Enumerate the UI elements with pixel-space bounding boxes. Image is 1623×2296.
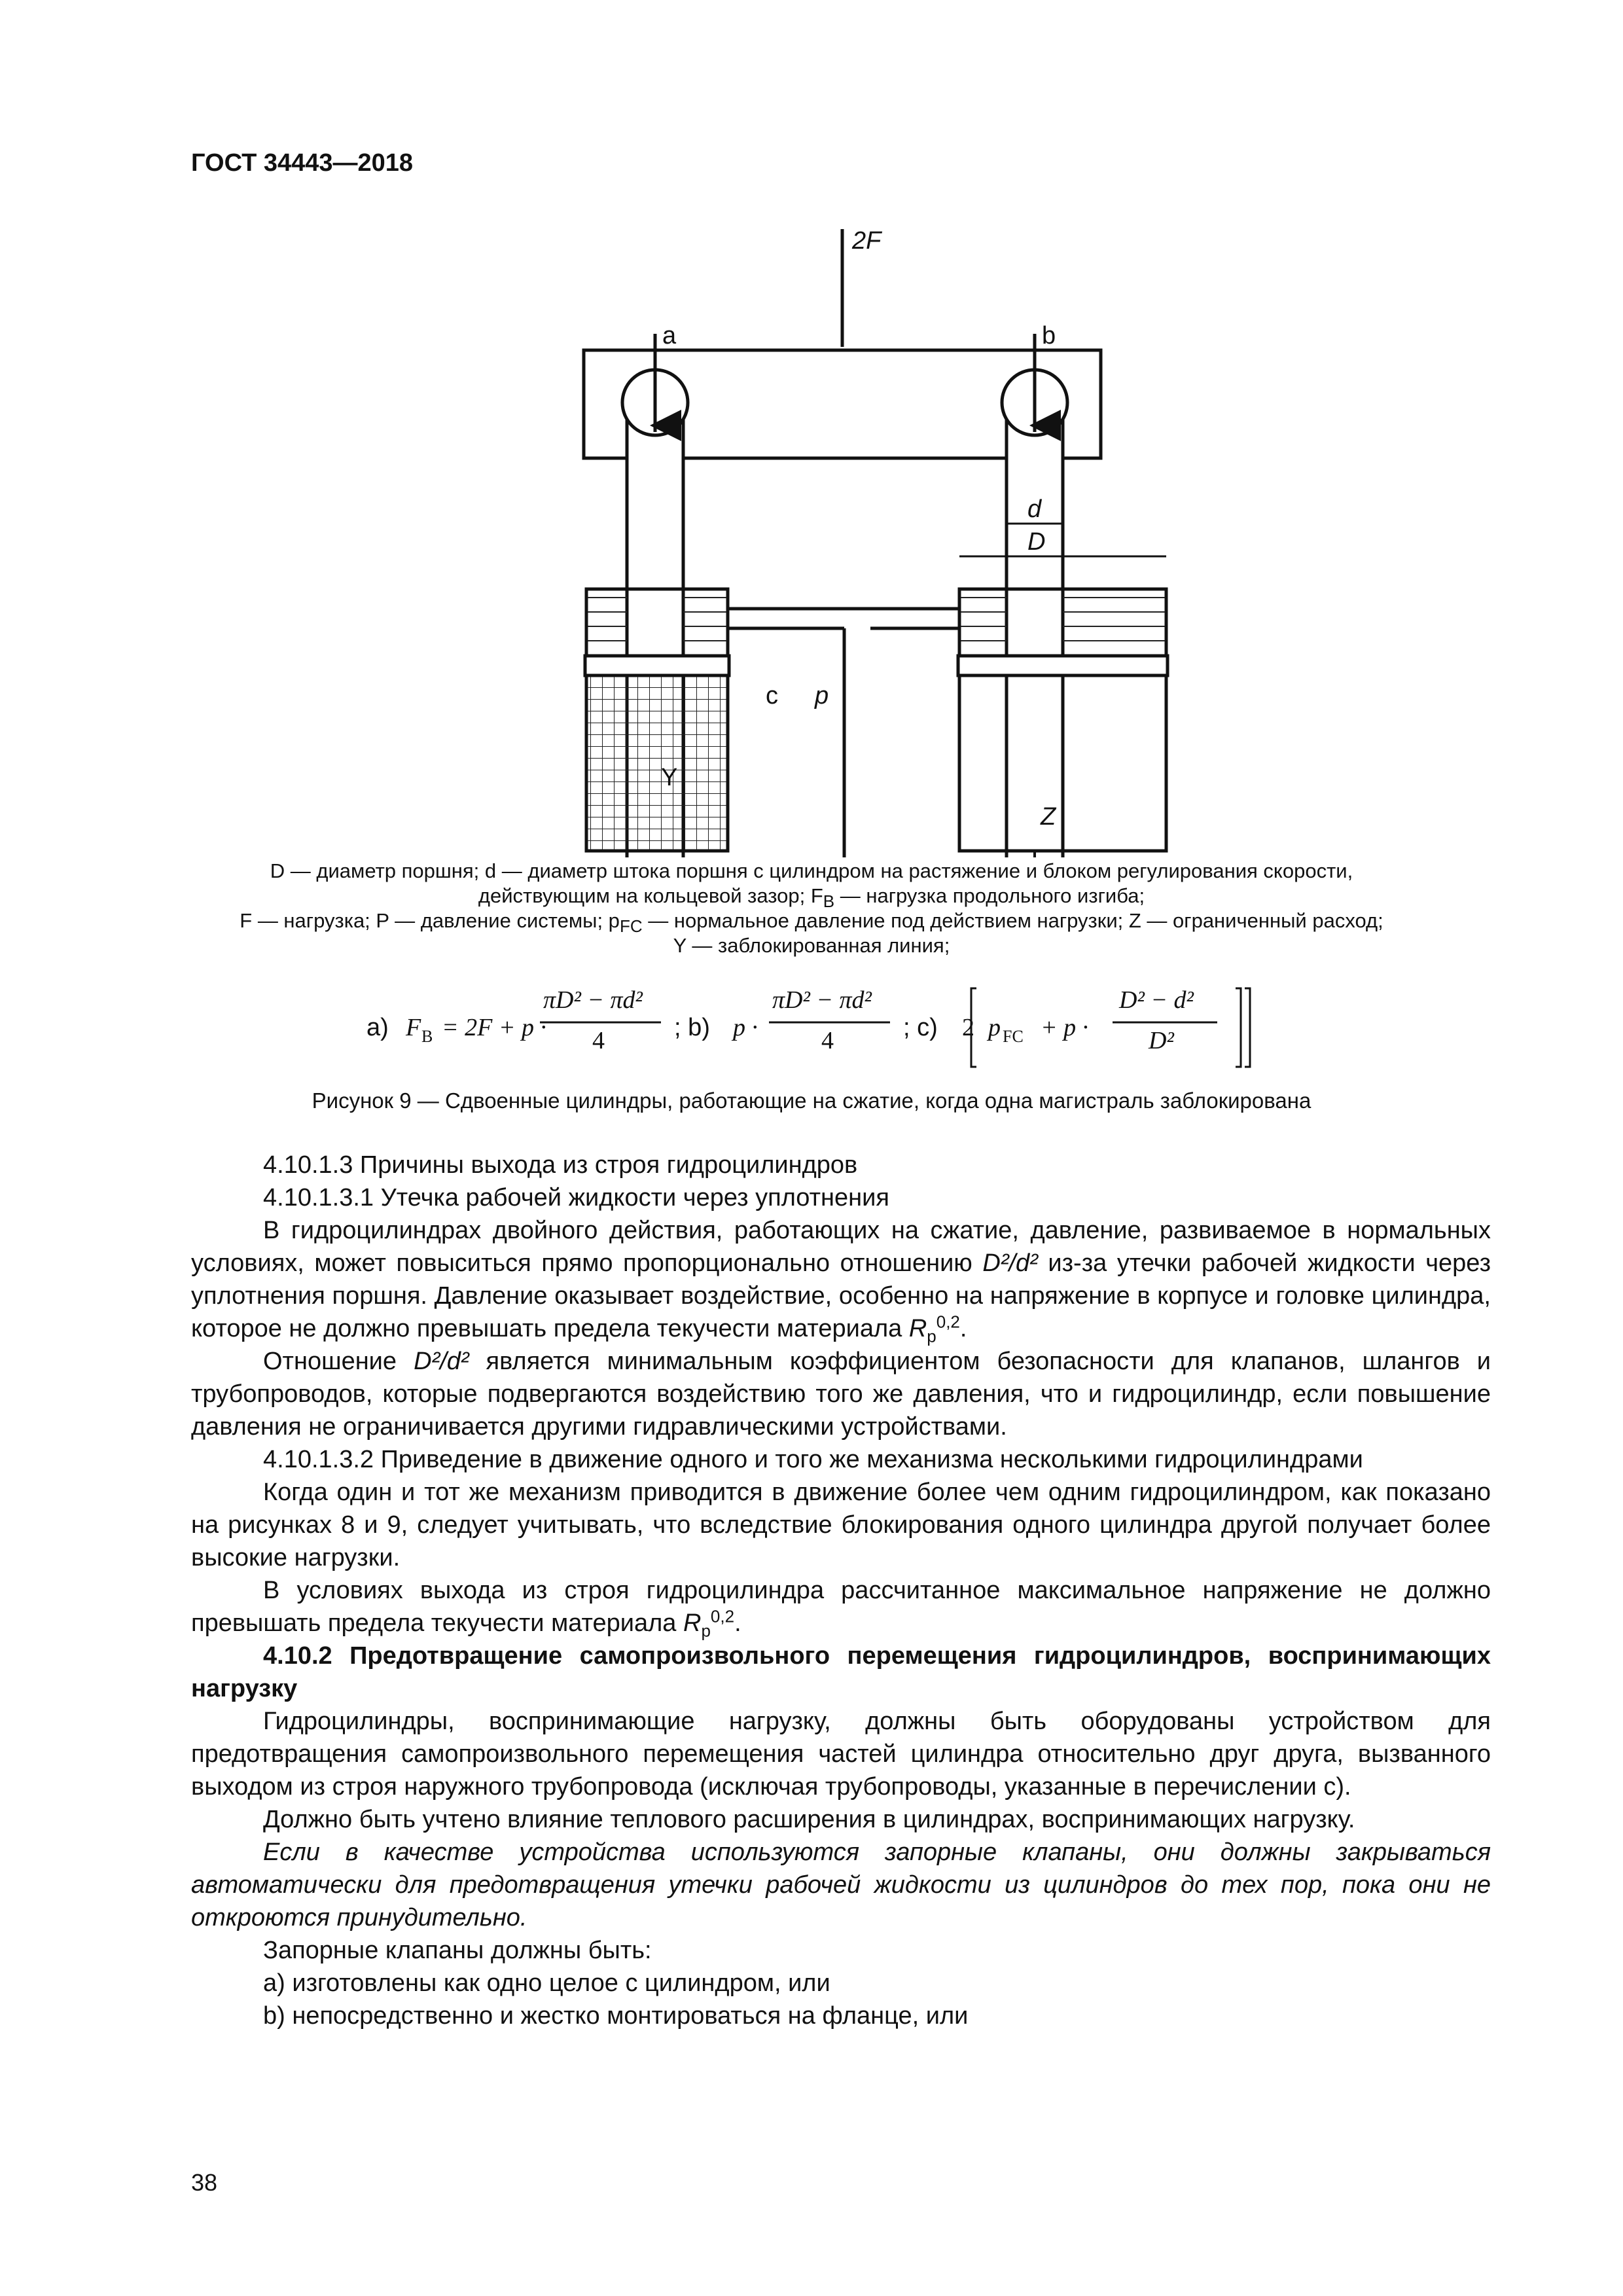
formula (366, 982, 1296, 1073)
label-Z: Z (1041, 803, 1056, 831)
paragraph: Когда один и тот же механизм приводится в движение более чем одним гидроцилиндром, как показано на рисунках 8 и 9, следует учитывать, что вследствие блокирования одного цилиндра другой получает более высокие нагрузки. (191, 1479, 1491, 1571)
legend-sub: FC (619, 916, 643, 937)
rp-sup: 0,2 (936, 1312, 960, 1332)
right-rod (1007, 403, 1063, 857)
formula-a-num: πD² − πd² (543, 986, 643, 1014)
paragraph-italic: Если в качестве устройства используются запорные клапаны, они должны закрываться автоматически для предотвращения утечки рабочей жидкости из цилиндров до тех пор, пока они не откроются принудительно. (191, 1839, 1491, 1931)
paragraph: В гидроцилиндрах двойного действия, работающих на сжатие, давление, развиваемое в нормальных условиях, может повыситься прямо пропорционально отношению D²/d² из-за утечки рабочей жидкости через уплотнения поршня. Давление оказывает воздействие, особенно на напряжение в корпусе и головке цилиндра, которое не должно превышать предела текучести материала $R_p^{0,2}$. (191, 1217, 1491, 1346)
paragraph-text: В гидроцилиндрах двойного действия, работающих на сжатие, давление, развиваемое в нормальных условиях, может повыситься прямо пропорционально отношению (191, 1217, 1491, 1277)
section-heading-bold: 4.10.2 Предотвращение самопроизвольного перемещения гидроцилиндров, воспринимающих нагрузку (191, 1642, 1491, 1702)
cylinder-schematic (190, 216, 1433, 857)
legend-text: — нагрузка продольного изгиба; (834, 884, 1145, 907)
legend-text: — нормальное давление под действием нагрузки; Z — ограниченный расход; (642, 909, 1383, 932)
formula-a-prefix: a) (366, 1014, 389, 1041)
formula-c-prefix: ; c) (903, 1014, 938, 1041)
formula-c-den: D² (1149, 1027, 1174, 1054)
figure-caption: Рисунок 9 — Сдвоенные цилиндры, работающие на сжатие, когда одна магистраль заблокирована (312, 1088, 1311, 1113)
rp-sub: p (927, 1326, 936, 1346)
paragraph-text: из-за утечки рабочей жидкости через уплотнения поршня. Давление оказывает воздействие, особенно на напряжение в корпусе и головке цилиндра, которое не должно превышать предела текучести материала (191, 1249, 1491, 1342)
document-header: ГОСТ 34443—2018 (191, 149, 414, 177)
paragraph: Запорные клапаны должны быть: (263, 1937, 652, 1964)
legend-sub: B (823, 891, 835, 912)
label-a: a (662, 322, 677, 350)
label-p: p (815, 682, 829, 709)
label-Y: Y (661, 764, 678, 791)
paragraph: Гидроцилиндры, воспринимающие нагрузку, должны быть оборудованы устройством для предотвращения самопроизвольного перемещения частей цилиндра относительно друг друга, вызванного выходом из строя наружного трубопровода (исключая трубопроводы, указанные в перечислении с). (191, 1708, 1491, 1801)
paragraph: Должно быть учтено влияние теплового расширения в цилиндрах, воспринимающих нагрузку. (263, 1806, 1355, 1833)
rp-term: R (908, 1315, 927, 1342)
formula-c-plus: + p · (1041, 1014, 1089, 1041)
list-item: a) изготовлены как одно целое с цилиндром, или (263, 1969, 830, 1997)
formula-a-rhs: = 2F + p · (442, 1014, 546, 1041)
section-heading: 4.10.1.3.1 Утечка рабочей жидкости через уплотнения (263, 1184, 889, 1211)
label-c: c (766, 682, 778, 709)
formula-b-num: πD² − πd² (772, 986, 872, 1014)
legend-line: D — диаметр поршня; d — диаметр штока поршня с цилиндром на растяжение и блоком регулирования скорости, (270, 859, 1353, 882)
formula-b-prefix: ; b) (674, 1014, 710, 1041)
formula-svg (366, 982, 1296, 1073)
ratio-term: D²/d² (414, 1348, 469, 1375)
ratio-term: D²/d² (982, 1249, 1038, 1277)
section-heading: 4.10.1.3 Причины выхода из строя гидроцилиндров (263, 1151, 858, 1179)
label-D-dim: D (1027, 528, 1046, 556)
formula-a-den: 4 (592, 1027, 605, 1054)
legend-text: действующим на кольцевой зазор; F (478, 884, 823, 907)
paragraph-text: является минимальным коэффициентом безопасности для клапанов, шлангов и трубопроводов, которые подвергаются воздействию того же давления, что и гидроцилиндр, если повышение давления не ограничивается другими гидравлическими устройствами. (191, 1348, 1491, 1441)
label-b: b (1042, 322, 1056, 350)
paragraph-text: В условиях выхода из строя гидроцилиндра рассчитанное максимальное напряжение не должно превышать предела текучести материала (191, 1577, 1491, 1637)
legend-line (196, 908, 1427, 937)
page-number: 38 (191, 2169, 218, 2196)
rp-term: R (683, 1609, 702, 1637)
legend-line: Y — заблокированная линия; (673, 934, 950, 957)
formula-b-den: 4 (821, 1027, 834, 1054)
legend-text: F — нагрузка; P — давление системы; p (240, 909, 620, 932)
formula-c-num: D² − d² (1119, 986, 1194, 1014)
formula-c-p: p (988, 1014, 1001, 1041)
rp-sub: p (701, 1621, 711, 1641)
label-d: d (1027, 495, 1042, 523)
paragraph (191, 1345, 1491, 1443)
formula-a-lhs-sub: B (421, 1027, 433, 1046)
paragraph-text: Отношение (263, 1348, 414, 1375)
formula-b-p: p · (733, 1014, 758, 1041)
formula-c-p-sub: FC (1003, 1027, 1024, 1046)
figure-diagram (190, 216, 1433, 857)
legend-line (196, 884, 1427, 912)
list-item: b) непосредственно и жестко монтироваться на фланце, или (263, 2002, 969, 2030)
paragraph: В условиях выхода из строя гидроцилиндра рассчитанное максимальное напряжение не должно превышать предела текучести материала $R_p^{0,2}$. (191, 1577, 1491, 1641)
formula-c-two: 2 (962, 1014, 974, 1041)
label-force: 2F (852, 227, 882, 255)
section-heading: 4.10.1.3.2 Приведение в движение одного и того же механизма несколькими гидроцилиндрами (263, 1446, 1363, 1473)
rp-sup: 0,2 (710, 1606, 735, 1626)
formula-a-lhs: F (406, 1014, 421, 1041)
